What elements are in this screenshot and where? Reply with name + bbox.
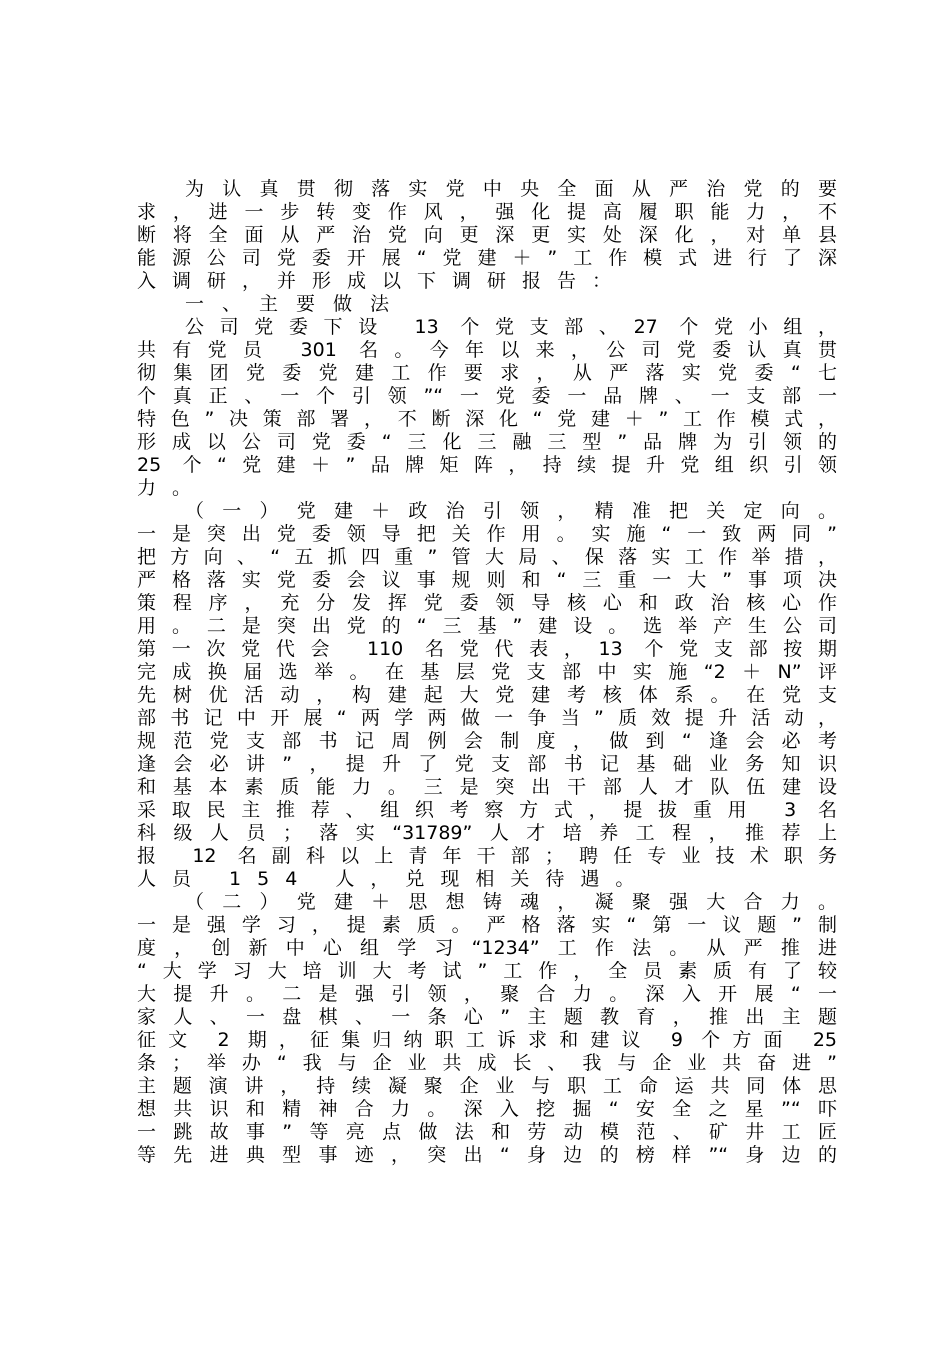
section2-line-12: 等先进典型事迹，突出“身边的榜样”“身边的 [137,1144,837,1166]
section1-line-12: 逢会必讲”，提升了党支部书记基础业务知识 [137,753,837,775]
section1-line-10: 部书记中开展“两学两做一争当”质效提升活动， [137,707,837,729]
overview-line-3: 彻集团党委党建工作要求，从严落实党委“七 [137,362,837,384]
section1-line-3: 把方向、“五抓四重”管大局、保落实工作举措， [137,546,837,568]
section1-line-16: 报 12 名副科以上青年干部；聘任专业技术职务 [137,845,837,867]
overview-line-5: 特色”决策部署，不断深化“党建＋”工作模式， [137,408,837,430]
section1-line-4: 严格落实党委会议事规则和“三重一大”事项决 [137,569,837,591]
overview-line-1: 公司党委下设 13 个党支部、27 个党小组， [185,316,837,338]
section2-line-5: 大提升。二是强引领，聚合力。深入开展“一 [137,983,837,1005]
section1-line-9: 先树优活动，构建起大党建考核体系。在党支 [137,684,837,706]
intro-line-5: 入调研，并形成以下调研报告： [137,270,628,292]
intro-line-2: 求，进一步转变作风，强化提高履职能力，不 [137,201,837,223]
section1-line-6: 用。二是突出党的“三基”建设。选举产生公司 [137,615,837,637]
section1-line-8: 完成换届选举。在基层党支部中实施“2＋N”评 [137,661,837,683]
section2-line-9: 主题演讲，持续凝聚企业与职工命运共同体思 [137,1075,837,1097]
section2-line-1: （二）党建＋思想铸魂，凝聚强大合力。 [185,891,837,913]
section1-line-1: （一）党建＋政治引领，精准把关定向。 [185,500,837,522]
section2-line-10: 想共识和精神合力。深入挖掘“安全之星”“吓 [137,1098,837,1120]
intro-line-3: 断将全面从严治党向更深更实处深化，对单县 [137,224,837,246]
section1-line-15: 科级人员；落实“31789”人才培养工程，推荐上 [137,822,837,844]
overview-line-7: 25 个“党建＋”品牌矩阵，持续提升党组织引领 [137,454,837,476]
section2-line-11: 一跳故事”等亮点做法和劳动模范、矿井工匠 [137,1121,837,1143]
section1-line-17: 人员 154 人，兑现相关待遇。 [137,868,651,890]
section2-line-2: 一是强学习，提素质。严格落实“第一议题”制 [137,914,837,936]
section2-line-4: “大学习大培训大考试”工作，全员素质有了较 [137,960,837,982]
overview-line-4: 个真正、一个引领”“一党委一品牌、一支部一 [137,385,837,407]
document-body [137,178,837,1167]
section-heading-main-practices: 一、主要做法 [185,293,408,315]
intro-line-4: 能源公司党委开展“党建＋”工作模式进行了深 [137,247,837,269]
section1-line-7: 第一次党代会 110 名党代表，13 个党支部按期 [137,638,837,660]
section1-line-13: 和基本素质能力。三是突出干部人才队伍建设 [137,776,837,798]
section1-line-2: 一是突出党委领导把关作用。实施“一致两同” [137,523,837,545]
section1-line-14: 采取民主推荐、组织考察方式，提拔重用 3 名 [137,799,837,821]
section1-line-5: 策程序，充分发挥党委领导核心和政治核心作 [137,592,837,614]
intro-line-1: 为认真贯彻落实党中央全面从严治党的要 [185,178,837,200]
section2-line-8: 条；举办“我与企业共成长、我与企业共奋进” [137,1052,837,1074]
section2-line-7: 征文 2 期，征集归纳职工诉求和建议 9 个方面 25 [137,1029,837,1051]
overview-line-6: 形成以公司党委“三化三融三型”品牌为引领的 [137,431,837,453]
section2-line-3: 度，创新中心组学习“1234”工作法。从严推进 [137,937,837,959]
overview-line-2: 共有党员 301 名。今年以来，公司党委认真贯 [137,339,837,361]
section2-line-6: 家人、一盘棋、一条心”主题教育，推出主题 [137,1006,837,1028]
section1-line-11: 规范党支部书记周例会制度，做到“逢会必考 [137,730,837,752]
overview-line-8: 力。 [137,477,208,499]
